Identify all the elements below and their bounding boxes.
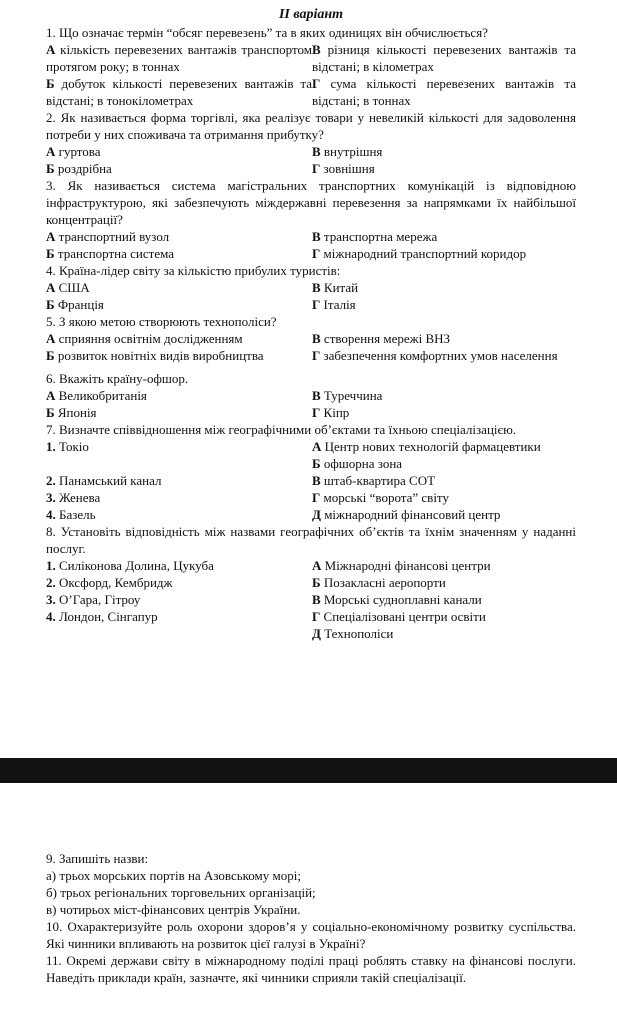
q8-left-item-2 bbox=[46, 574, 312, 591]
q4-option-a-letter: А bbox=[46, 280, 56, 295]
q6-option-b bbox=[46, 404, 312, 421]
q7-right-item-v bbox=[312, 472, 576, 489]
q9-item-v: в) чотирьох міст-фінансових центрів України. bbox=[46, 902, 301, 917]
worksheet-upper-section bbox=[46, 6, 576, 642]
q8-left-item-1 bbox=[46, 557, 312, 574]
question-3-text: 3. Як називається система магістральних транспортних комунікацій із відповідною інфраструктурою, які забезпечують міждержавні перевезення за напрямками їх найбільшої концентрації? bbox=[46, 178, 576, 227]
q8-right-g-text: Спеціалізовані центри освіти bbox=[323, 609, 486, 624]
q7-right-g-letter: Г bbox=[312, 490, 321, 505]
q8-right-v-letter: В bbox=[312, 592, 321, 607]
q7-right-a-text: Центр нових технологій фармацевтики bbox=[324, 439, 541, 454]
q7-right-g-text: морські “ворота” світу bbox=[323, 490, 449, 505]
question-4-text: 4. Країна-лідер світу за кількістю прибулих туристів: bbox=[46, 263, 341, 278]
q2-option-v-text: внутрішня bbox=[323, 144, 383, 159]
q3-option-a bbox=[46, 228, 312, 245]
q2-option-g-text: зовнішня bbox=[323, 161, 375, 176]
q3-option-b-letter: Б bbox=[46, 246, 55, 261]
q2-option-b-letter: Б bbox=[46, 161, 55, 176]
q5-option-b bbox=[46, 347, 312, 364]
q2-option-v bbox=[312, 143, 576, 160]
spacer bbox=[46, 455, 312, 472]
q7-right-v-text: штаб-квартира СОТ bbox=[323, 473, 436, 488]
q7-left-3-number: 3. bbox=[46, 490, 56, 505]
q8-right-item-g bbox=[312, 608, 576, 625]
q1-option-v-text: різниця кількості перевезених вантажів та відстані; в кілометрах bbox=[312, 42, 577, 74]
q9-item-b: б) трьох регіональних торговельних організацій; bbox=[46, 885, 316, 900]
q5-option-b-letter: Б bbox=[46, 348, 55, 363]
question-1-options-row-2 bbox=[46, 75, 576, 109]
q8-right-v-text: Морські судноплавні канали bbox=[323, 592, 482, 607]
q5-option-a-text: сприяння освітнім дослідженням bbox=[58, 331, 243, 346]
q6-option-v bbox=[312, 387, 576, 404]
q8-right-b-text: Позакласні аеропорти bbox=[323, 575, 446, 590]
q8-left-1-text: Силіконова Долина, Цукуба bbox=[59, 558, 214, 573]
q7-right-v-letter: В bbox=[312, 473, 321, 488]
q6-option-v-text: Туреччина bbox=[323, 388, 383, 403]
q8-right-a-letter: А bbox=[312, 558, 322, 573]
question-5-options-row-2 bbox=[46, 347, 576, 364]
q7-right-d-letter: Д bbox=[312, 507, 321, 522]
q3-option-v-text: транспортна мережа bbox=[323, 229, 438, 244]
question-6-options-row-1 bbox=[46, 387, 576, 404]
q6-option-b-text: Японія bbox=[57, 405, 97, 420]
question-4-options-row-1 bbox=[46, 279, 576, 296]
question-4-options-row-2 bbox=[46, 296, 576, 313]
q4-option-g bbox=[312, 296, 576, 313]
q6-option-g-letter: Г bbox=[312, 405, 321, 420]
question-2-options-row-2 bbox=[46, 160, 576, 177]
q4-option-v-letter: В bbox=[312, 280, 321, 295]
q2-option-g-letter: Г bbox=[312, 161, 321, 176]
q8-left-2-number: 2. bbox=[46, 575, 56, 590]
q1-option-v-letter: В bbox=[312, 42, 321, 57]
question-7-matching bbox=[46, 438, 576, 523]
q2-option-g bbox=[312, 160, 576, 177]
q3-option-a-letter: А bbox=[46, 229, 56, 244]
q5-option-v-letter: В bbox=[312, 331, 321, 346]
q2-option-v-letter: В bbox=[312, 144, 321, 159]
q8-left-3-text: О’Гара, Гітроу bbox=[59, 592, 141, 607]
worksheet-lower-section bbox=[46, 850, 576, 986]
q6-option-a-text: Великобританія bbox=[58, 388, 147, 403]
q4-option-b-text: Франція bbox=[57, 297, 104, 312]
q7-right-d-text: міжнародний фінансовий центр bbox=[324, 507, 501, 522]
q8-left-1-number: 1. bbox=[46, 558, 56, 573]
q7-left-4-text: Базель bbox=[59, 507, 96, 522]
question-6-options-row-2 bbox=[46, 404, 576, 421]
q1-option-g-text: сума кількості перевезених вантажів та відстані; в тоннах bbox=[312, 76, 576, 108]
q3-option-v-letter: В bbox=[312, 229, 321, 244]
q7-left-item-1 bbox=[46, 438, 312, 455]
page-separator-band bbox=[0, 758, 617, 783]
question-3-options-row-2 bbox=[46, 245, 576, 262]
q8-left-column bbox=[46, 557, 312, 642]
q4-option-g-text: Італія bbox=[323, 297, 356, 312]
q7-left-2-text: Панамський канал bbox=[59, 473, 162, 488]
question-1-options-row-1 bbox=[46, 41, 576, 75]
question-2-text: 2. Як називається форма торгівлі, яка реалізує товари у невеликій кількості для задоволення потреби у них споживача та отримання прибутку? bbox=[46, 110, 576, 142]
q7-left-4-number: 4. bbox=[46, 507, 56, 522]
q7-left-3-text: Женева bbox=[59, 490, 101, 505]
q7-right-item-g bbox=[312, 489, 576, 506]
q5-option-v-text: створення мережі ВНЗ bbox=[323, 331, 451, 346]
q8-right-item-d bbox=[312, 625, 576, 642]
question-10-text: 10. Охарактеризуйте роль охорони здоров’я у соціально-економічному розвитку суспільства. Які чинники впливають на розвиток цієї галузі в Україні? bbox=[46, 919, 576, 951]
variant-title: ІІ варіант bbox=[278, 7, 344, 22]
question-6-text: 6. Вкажіть країну-офшор. bbox=[46, 371, 189, 386]
question-2-options-row-1 bbox=[46, 143, 576, 160]
q7-right-a-letter: А bbox=[312, 439, 322, 454]
q1-option-b bbox=[46, 75, 312, 109]
q8-right-item-v bbox=[312, 591, 576, 608]
q8-left-4-text: Лондон, Сінгапур bbox=[59, 609, 158, 624]
q2-option-a-letter: А bbox=[46, 144, 56, 159]
q5-option-g-text: забезпечення комфортних умов населення bbox=[323, 348, 558, 363]
q8-left-2-text: Оксфорд, Кембридж bbox=[59, 575, 173, 590]
q5-option-g-letter: Г bbox=[312, 348, 321, 363]
q5-option-v bbox=[312, 330, 576, 347]
q5-option-a bbox=[46, 330, 312, 347]
q7-right-item-b bbox=[312, 455, 576, 472]
q8-left-item-4 bbox=[46, 608, 312, 625]
q2-option-a bbox=[46, 143, 312, 160]
q7-left-2-number: 2. bbox=[46, 473, 56, 488]
q4-option-g-letter: Г bbox=[312, 297, 321, 312]
q4-option-b bbox=[46, 296, 312, 313]
q8-right-d-letter: Д bbox=[312, 626, 321, 641]
q1-option-g-letter: Г bbox=[312, 76, 321, 91]
q3-option-g-letter: Г bbox=[312, 246, 321, 261]
q7-left-1-number: 1. bbox=[46, 439, 56, 454]
q8-right-b-letter: Б bbox=[312, 575, 321, 590]
q6-option-a bbox=[46, 387, 312, 404]
q8-right-d-text: Технополіси bbox=[324, 626, 394, 641]
q1-option-b-text: добуток кількості перевезених вантажів та відстані; в тонокілометрах bbox=[46, 76, 313, 108]
q7-right-b-letter: Б bbox=[312, 456, 321, 471]
question-5-options-row-1 bbox=[46, 330, 576, 347]
q4-option-b-letter: Б bbox=[46, 297, 55, 312]
q6-option-g bbox=[312, 404, 576, 421]
q1-option-a-letter: А bbox=[46, 42, 56, 57]
q1-option-a-text: кількість перевезених вантажів транспортом протягом року; в тоннах bbox=[46, 42, 312, 74]
q3-option-b bbox=[46, 245, 312, 262]
q4-option-v bbox=[312, 279, 576, 296]
q3-option-b-text: транспортна система bbox=[57, 246, 174, 261]
q1-option-g bbox=[312, 75, 576, 109]
q8-right-a-text: Міжнародні фінансові центри bbox=[324, 558, 491, 573]
q7-right-b-text: офшорна зона bbox=[323, 456, 403, 471]
q2-option-a-text: гуртова bbox=[58, 144, 101, 159]
q5-option-g bbox=[312, 347, 576, 364]
q8-right-column bbox=[312, 557, 576, 642]
question-5-text: 5. З якою метою створюють технополіси? bbox=[46, 314, 277, 329]
question-7-text: 7. Визначте співвідношення між географічними об’єктами та їхньою спеціалізацією. bbox=[46, 422, 517, 437]
q3-option-g-text: міжнародний транспортний коридор bbox=[323, 246, 527, 261]
q7-right-item-d bbox=[312, 506, 576, 523]
question-9-text: 9. Запишіть назви: bbox=[46, 851, 149, 866]
q2-option-b bbox=[46, 160, 312, 177]
q7-left-item-3 bbox=[46, 489, 312, 506]
q8-right-item-a bbox=[312, 557, 576, 574]
q8-left-item-3 bbox=[46, 591, 312, 608]
q3-option-g bbox=[312, 245, 576, 262]
q4-option-a-text: США bbox=[58, 280, 90, 295]
q8-right-g-letter: Г bbox=[312, 609, 321, 624]
q2-option-b-text: роздрібна bbox=[57, 161, 112, 176]
q7-left-column bbox=[46, 438, 312, 523]
q7-right-column bbox=[312, 438, 576, 523]
q9-item-a: а) трьох морських портів на Азовському морі; bbox=[46, 868, 301, 883]
question-11-text: 11. Окремі держави світу в міжнародному поділі праці роблять ставку на фінансові послуги. Наведіть приклади країн, зазначте, які чинники сприяли такій спеціалізації. bbox=[46, 953, 576, 985]
q1-option-b-letter: Б bbox=[46, 76, 55, 91]
q7-left-item-4 bbox=[46, 506, 312, 523]
q4-option-a bbox=[46, 279, 312, 296]
q5-option-a-letter: А bbox=[46, 331, 56, 346]
q6-option-v-letter: В bbox=[312, 388, 321, 403]
q7-left-1-text: Токіо bbox=[59, 439, 89, 454]
q7-right-item-a bbox=[312, 438, 576, 455]
q7-left-item-2 bbox=[46, 472, 312, 489]
question-8-text: 8. Установіть відповідність між назвами географічних об’єктів та їхнім значенням у наданні послуг. bbox=[46, 524, 576, 556]
q5-option-b-text: розвиток новітніх видів виробництва bbox=[57, 348, 264, 363]
question-8-matching bbox=[46, 557, 576, 642]
q6-option-b-letter: Б bbox=[46, 405, 55, 420]
q3-option-v bbox=[312, 228, 576, 245]
question-1-text: 1. Що означає термін “обсяг перевезень” та в яких одиницях він обчислюється? bbox=[46, 25, 488, 40]
q3-option-a-text: транспортний вузол bbox=[58, 229, 170, 244]
question-3-options-row-1 bbox=[46, 228, 576, 245]
q8-left-4-number: 4. bbox=[46, 609, 56, 624]
q8-right-item-b bbox=[312, 574, 576, 591]
q8-left-3-number: 3. bbox=[46, 592, 56, 607]
q6-option-a-letter: А bbox=[46, 388, 56, 403]
q1-option-v bbox=[312, 41, 576, 75]
q1-option-a bbox=[46, 41, 312, 75]
q6-option-g-text: Кіпр bbox=[323, 405, 350, 420]
q4-option-v-text: Китай bbox=[323, 280, 359, 295]
